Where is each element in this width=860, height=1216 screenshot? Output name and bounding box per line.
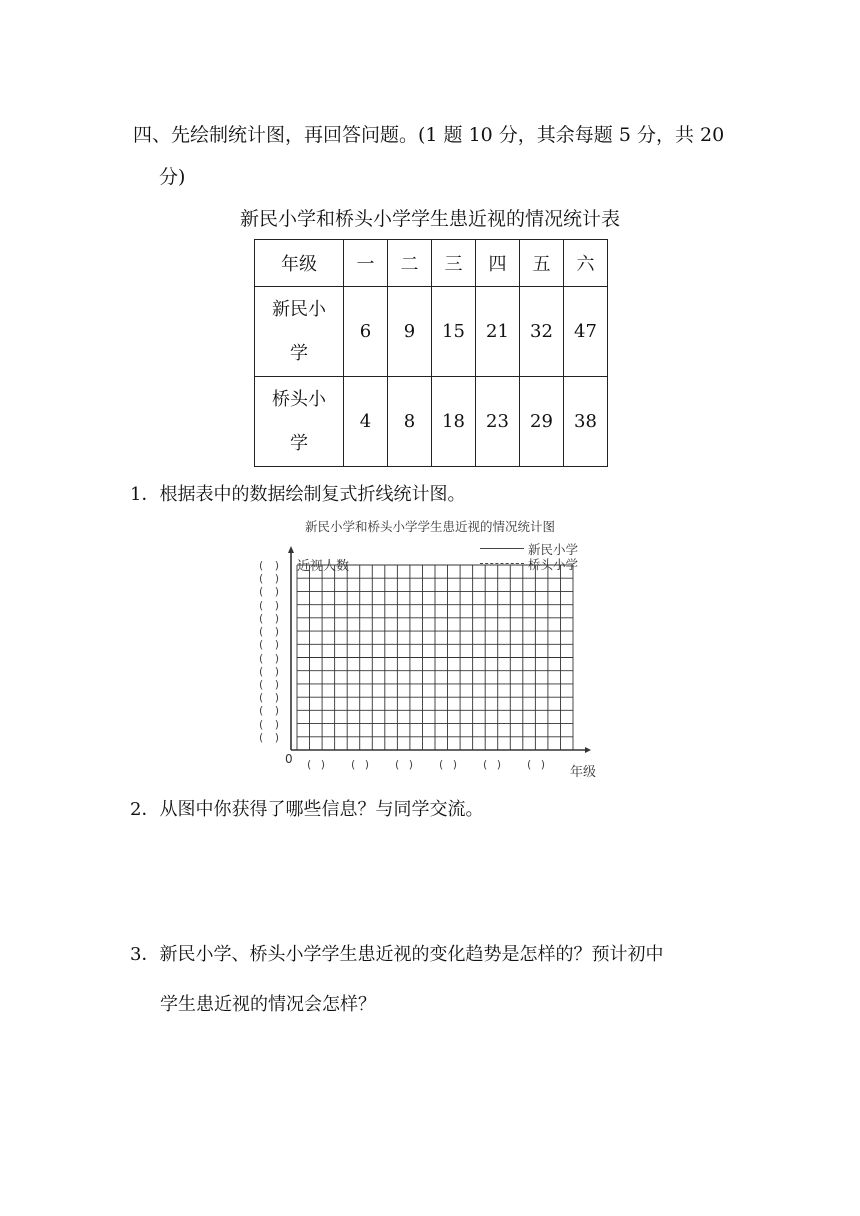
y-blank-label: ( ) [259,572,284,586]
y-blank-label: ( ) [259,664,284,678]
blank-chart [255,515,605,780]
sub-question-2: 2．从图中你获得了哪些信息？与同学交流。 [130,799,484,820]
dashed-line-swatch [480,563,524,564]
row-label-a: 桥头小 [272,388,326,410]
x-blank-label: ( ) [439,758,461,771]
value-cell: 38 [564,377,608,467]
x-blank-label: ( ) [307,758,329,771]
value-cell: 23 [476,377,520,467]
header-cell: 三 [432,240,476,287]
y-blank-label: ( ) [259,677,284,691]
header-cell: 六 [564,240,608,287]
y-blank-label: ( ) [259,691,284,705]
value-cell: 6 [344,287,388,377]
y-blank-label: ( ) [259,611,284,625]
value-cell: 18 [432,377,476,467]
legend-item-dashed [480,556,578,571]
y-blank-label: ( ) [259,585,284,599]
x-axis-arrow [585,747,591,753]
chart-legend [480,541,578,571]
table-row [255,377,608,467]
y-blank-label: ( ) [259,638,284,652]
header-cell: 年级 [255,240,344,287]
x-blank-label: ( ) [527,758,549,771]
value-cell: 4 [344,377,388,467]
y-axis-label: 近视人数 [297,559,350,574]
legend-label: 桥头小学 [528,556,579,572]
y-blank-label: ( ) [259,559,284,572]
chart-title: 新民小学和桥头小学学生患近视的情况统计图 [304,519,555,534]
y-blank-label: ( ) [259,730,284,744]
y-blank-label: ( ) [259,625,284,639]
value-cell: 47 [564,287,608,377]
y-axis-arrow [288,546,294,553]
legend-label: 新民小学 [528,541,579,557]
value-cell: 15 [432,287,476,377]
solid-line-swatch [480,548,524,549]
question-line-2: 分) [159,166,186,188]
question-line-1: 四、先绘制统计图，再回答问题。(1 题 10 分，其余每题 5 分，共 20 [133,124,725,146]
x-axis-label: 年级 [570,765,597,780]
row-label-b: 学 [290,432,308,454]
question-heading [133,114,753,198]
sub-question-3-line-1: 3．新民小学、桥头小学学生患近视的变化趋势是怎样的？预计初中 [130,944,664,965]
y-blank-label: ( ) [259,651,284,665]
value-cell: 21 [476,287,520,377]
sub-question-3 [130,930,750,1030]
y-blank-label: ( ) [259,717,284,731]
table-title: 新民小学和桥头小学学生患近视的情况统计表 [239,208,620,230]
header-cell: 四 [476,240,520,287]
row-label-a: 新民小 [272,298,326,320]
row-label-cell [255,377,344,467]
origin-label: 0 [285,752,293,766]
table-header-row [255,240,608,287]
header-cell: 二 [388,240,432,287]
row-label-cell [255,287,344,377]
value-cell: 32 [520,287,564,377]
stats-table [254,239,608,467]
x-blank-label: ( ) [351,758,373,771]
x-blank-label: ( ) [395,758,417,771]
sub-question-3-line-2: 学生患近视的情况会怎样？ [160,994,376,1015]
header-cell: 一 [344,240,388,287]
sub-question-1: 1．根据表中的数据绘制复式折线统计图。 [130,484,466,505]
table-row [255,287,608,377]
y-blank-label: ( ) [259,704,284,718]
value-cell: 29 [520,377,564,467]
x-blank-label: ( ) [483,758,505,771]
value-cell: 8 [388,377,432,467]
y-blank-label: ( ) [259,598,284,612]
header-cell: 五 [520,240,564,287]
row-label-b: 学 [290,342,308,364]
value-cell: 9 [388,287,432,377]
